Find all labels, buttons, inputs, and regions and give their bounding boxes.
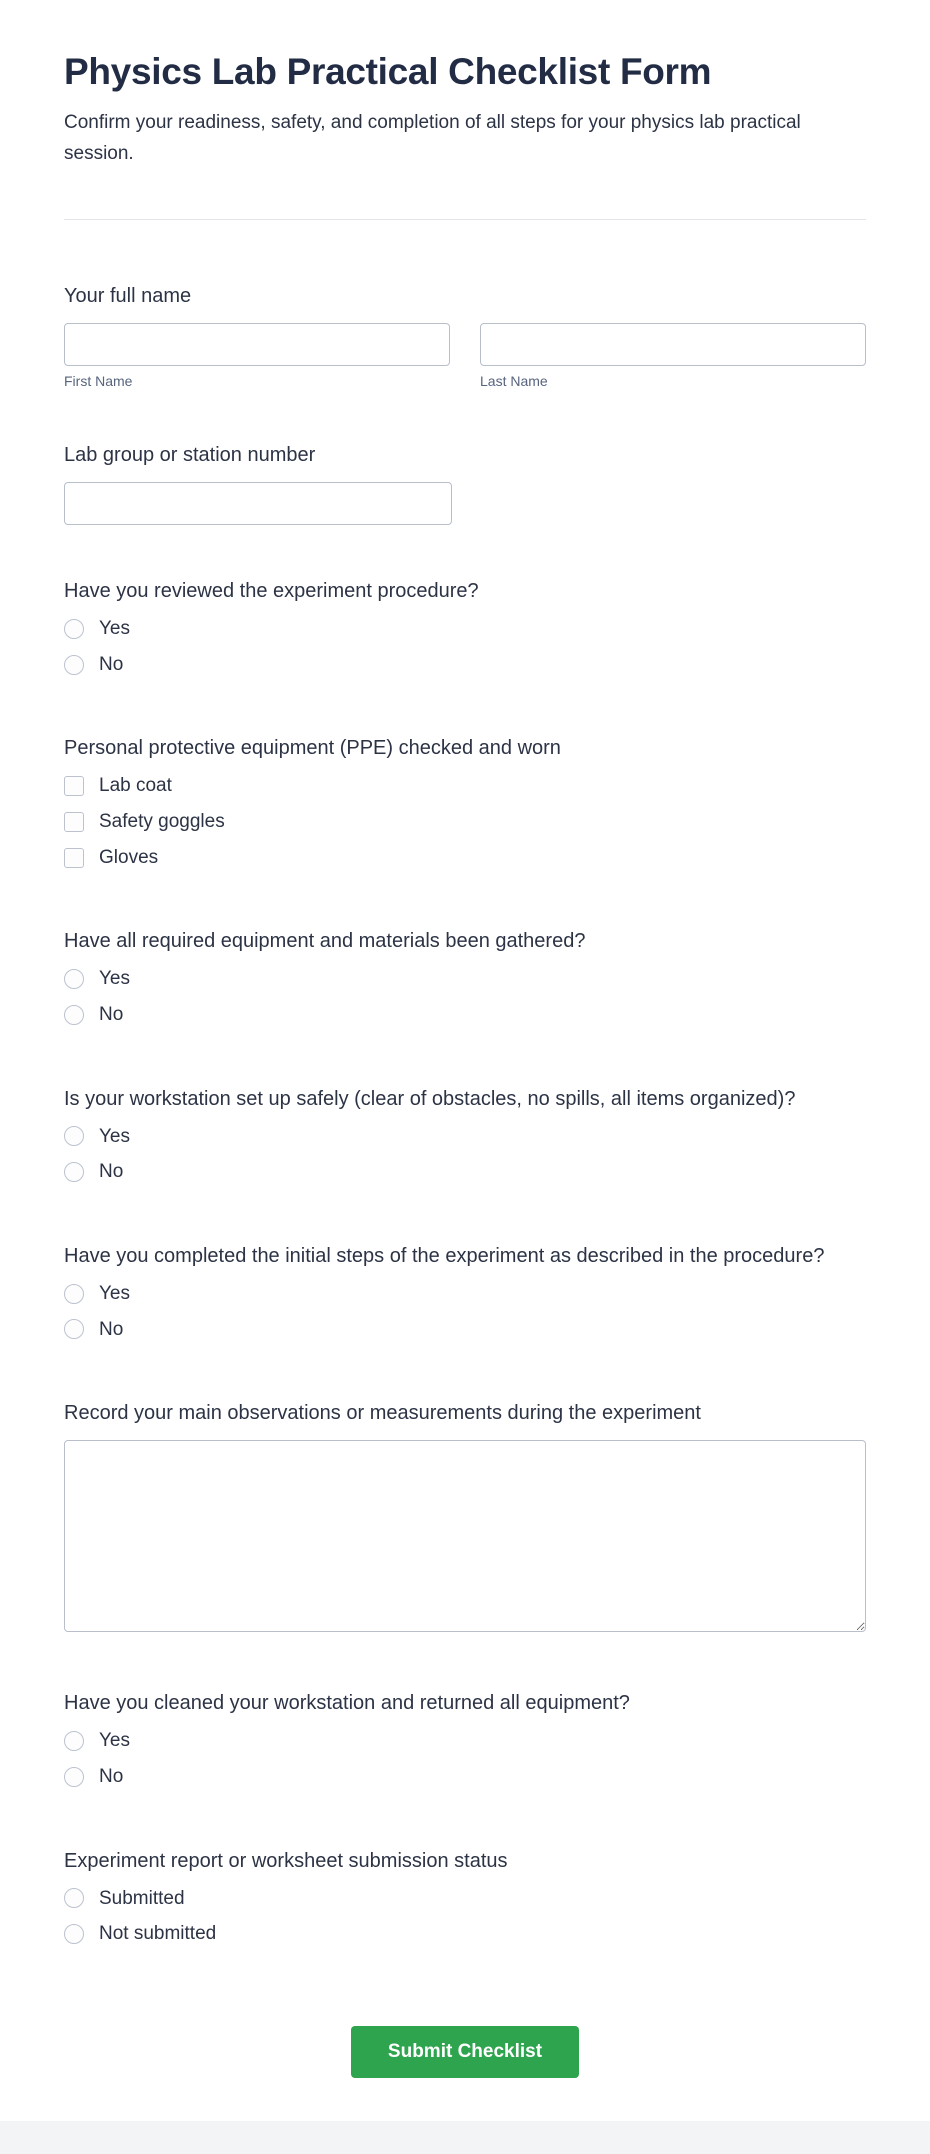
question-report-status [64, 1847, 866, 1952]
radio-option-label: No [99, 1161, 124, 1183]
radio-option-yes[interactable] [64, 1723, 866, 1759]
observations-textarea[interactable] [64, 1440, 866, 1632]
radio-option-label: Not submitted [99, 1923, 217, 1945]
question-workstation-safe [64, 1085, 866, 1190]
radio-option-no[interactable] [64, 647, 866, 683]
radio-option-no[interactable] [64, 1759, 866, 1795]
radio-icon[interactable] [64, 1888, 84, 1908]
lab-group-input[interactable] [64, 482, 452, 525]
radio-option-label: No [99, 653, 124, 675]
radio-option-label: Submitted [99, 1887, 185, 1909]
radio-option-label: Yes [99, 1282, 130, 1304]
radio-option-label: Yes [99, 968, 130, 990]
radio-icon[interactable] [64, 1126, 84, 1146]
question-cleaned-workstation [64, 1689, 866, 1794]
submit-button[interactable]: Submit Checklist [351, 2026, 579, 2078]
last-name-column [480, 323, 866, 389]
question-initial-steps [64, 1242, 866, 1347]
first-name-sublabel: First Name [64, 373, 133, 390]
page-footer [0, 2121, 930, 2154]
last-name-input[interactable] [480, 323, 866, 366]
checkbox-icon[interactable] [64, 776, 84, 796]
radio-icon[interactable] [64, 1284, 84, 1304]
checkbox-option-gloves[interactable] [64, 840, 866, 876]
radio-option-label: Yes [99, 1125, 130, 1147]
checkbox-option-label: Lab coat [99, 775, 172, 797]
radio-option-yes[interactable] [64, 961, 866, 997]
radio-option-yes[interactable] [64, 1276, 866, 1312]
radio-icon[interactable] [64, 1731, 84, 1751]
radio-option-no[interactable] [64, 997, 866, 1033]
checkbox-option-label: Gloves [99, 846, 159, 868]
question-label: Record your main observations or measurements during the experiment [64, 1402, 701, 1425]
question-label: Have you reviewed the experiment procedure? [64, 580, 479, 603]
question-label: Have all required equipment and materials been gathered? [64, 930, 586, 953]
radio-option-no[interactable] [64, 1312, 866, 1348]
question-equipment-gathered [64, 927, 866, 1032]
name-row [64, 323, 866, 389]
radio-option-submitted[interactable] [64, 1881, 866, 1917]
first-name-input[interactable] [64, 323, 450, 366]
checkbox-option-label: Safety goggles [99, 811, 225, 833]
radio-option-label: Yes [99, 618, 130, 640]
question-label: Is your workstation set up safely (clear of obstacles, no spills, all items organized)? [64, 1087, 796, 1110]
radio-option-yes[interactable] [64, 611, 866, 647]
radio-icon[interactable] [64, 1319, 84, 1339]
radio-option-yes[interactable] [64, 1119, 866, 1155]
checkbox-icon[interactable] [64, 848, 84, 868]
question-label: Have you cleaned your workstation and returned all equipment? [64, 1692, 630, 1715]
question-label: Have you completed the initial steps of the experiment as described in the procedure? [64, 1244, 825, 1267]
radio-icon[interactable] [64, 1767, 84, 1787]
radio-option-label: Yes [99, 1730, 130, 1752]
radio-icon[interactable] [64, 1005, 84, 1025]
radio-icon[interactable] [64, 1162, 84, 1182]
submit-row [0, 2004, 930, 2102]
radio-icon[interactable] [64, 619, 84, 639]
radio-option-not-submitted[interactable] [64, 1916, 866, 1952]
question-ppe [64, 734, 866, 875]
question-label: Experiment report or worksheet submission status [64, 1849, 508, 1872]
last-name-sublabel: Last Name [480, 373, 548, 390]
checkbox-icon[interactable] [64, 812, 84, 832]
form-subtitle: Confirm your readiness, safety, and completion of all steps for your physics lab practical session. [64, 112, 801, 164]
radio-option-label: No [99, 1765, 124, 1787]
first-name-column [64, 323, 450, 389]
question-observations [64, 1399, 866, 1637]
form-title: Physics Lab Practical Checklist Form [64, 51, 712, 92]
radio-option-label: No [99, 1318, 124, 1340]
form-header [0, 0, 930, 220]
question-label: Personal protective equipment (PPE) checked and worn [64, 737, 561, 760]
radio-option-no[interactable] [64, 1154, 866, 1190]
question-lab-group [64, 441, 866, 525]
radio-icon[interactable] [64, 1924, 84, 1944]
question-label: Your full name [64, 285, 192, 308]
radio-option-label: No [99, 1004, 124, 1026]
radio-icon[interactable] [64, 969, 84, 989]
question-full-name [64, 282, 866, 389]
checkbox-option-safety-goggles[interactable] [64, 804, 866, 840]
question-label: Lab group or station number [64, 444, 316, 467]
radio-icon[interactable] [64, 655, 84, 675]
checkbox-option-lab-coat[interactable] [64, 768, 866, 804]
question-reviewed-procedure [64, 577, 866, 682]
form-body [0, 220, 930, 1952]
